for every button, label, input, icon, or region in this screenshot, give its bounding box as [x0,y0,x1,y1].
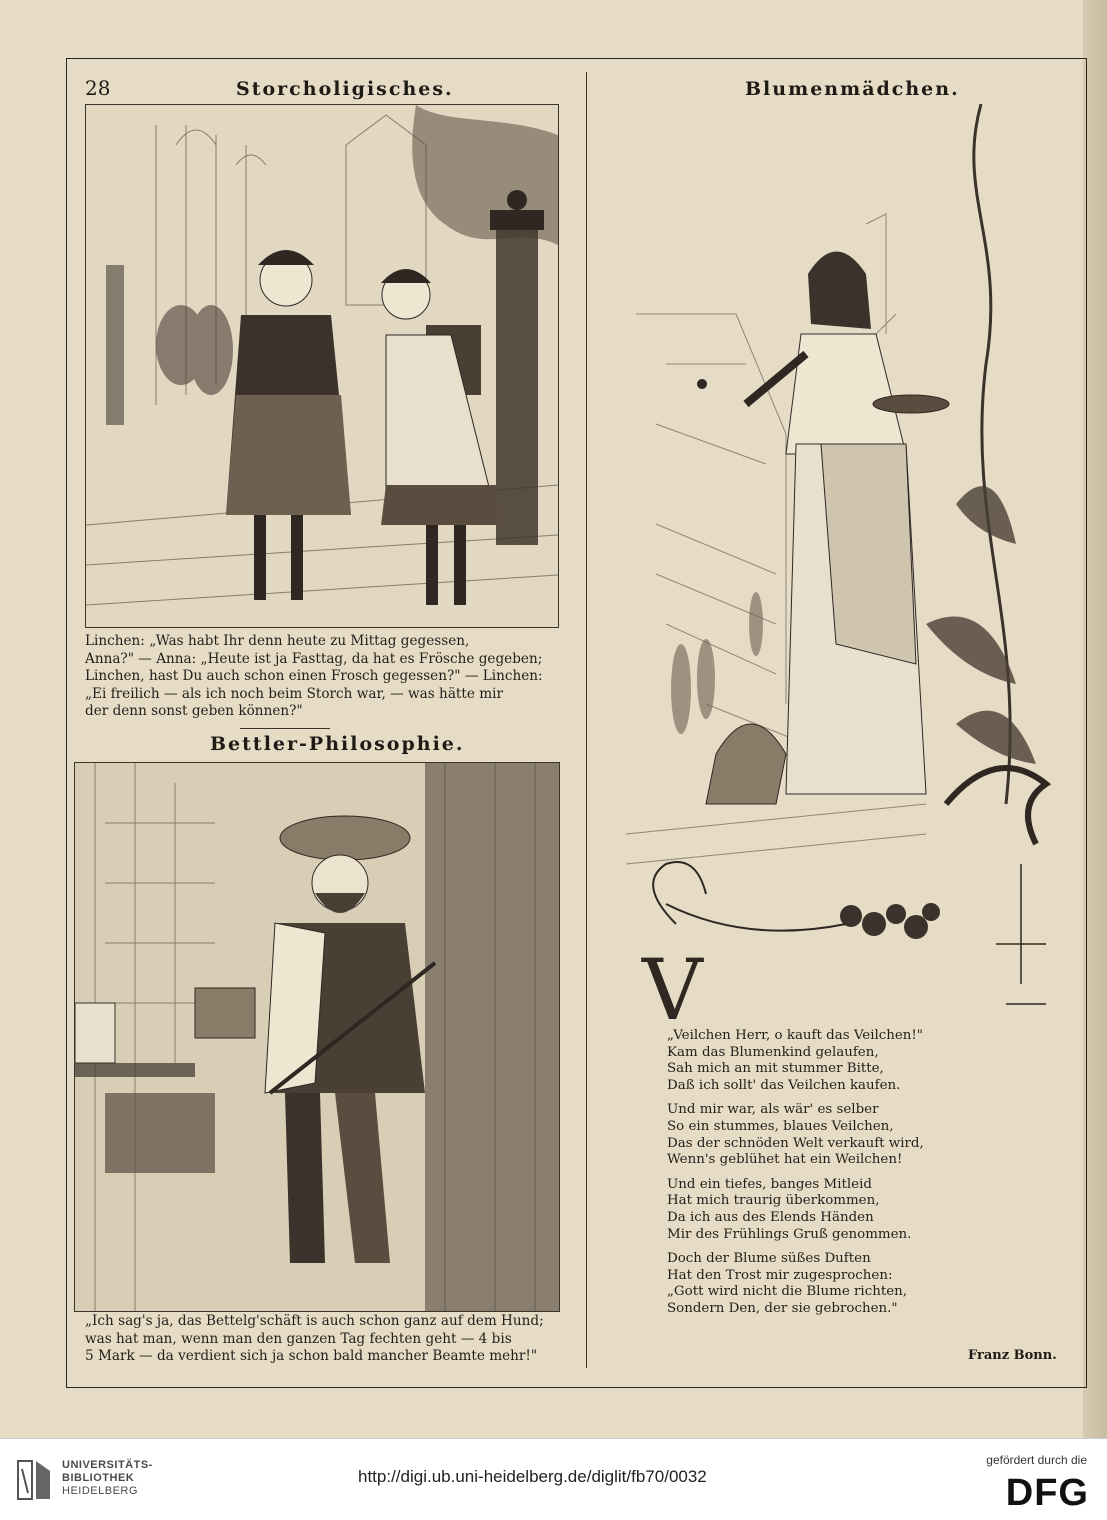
institution-line: UNIVERSITÄTS- [62,1459,153,1471]
bettler-caption [85,1313,558,1366]
storch-title: Storcholigisches. [236,78,454,100]
poem-line: Sah mich an mit stummer Bitte, [667,1061,884,1077]
storch-caption-line: Anna?" — Anna: „Heute ist ja Fasttag, da hat es Frösche gegeben; [85,650,543,667]
page-number: 28 [85,76,111,100]
poem-author: Franz Bonn. [968,1348,1057,1363]
permalink-url[interactable]: http://digi.ub.uni-heidelberg.de/diglit/fb70/0032 [358,1467,707,1486]
column-divider [586,72,587,1368]
illustration-flower-girl [626,104,1070,1032]
bettler-caption-line: was hat man, wenn man den ganzen Tag fechten geht — 4 bis [85,1330,512,1347]
poem-line: Und mir war, als wär' es selber [667,1102,879,1118]
ub-heidelberg-logo-icon[interactable] [14,1457,54,1503]
poem [667,1028,997,1326]
poem-line: „Gott wird nicht die Blume richten, [667,1284,908,1300]
bettler-caption-line: „Ich sag's ja, das Bettelg'schäft is auch schon ganz auf dem Hund; [85,1313,544,1329]
illustration-flower-girl-drawing [626,104,1070,1032]
poem-stanza [667,1102,997,1168]
storch-caption-line: Linchen, hast Du auch schon einen Frosch gegessen?" — Linchen: [85,668,543,684]
institution-line: HEIDELBERG [62,1485,138,1497]
poem-stanza [667,1028,997,1094]
poem-line: Doch der Blume süßes Duften [667,1251,871,1267]
illustration-beggar-drawing [75,763,559,1311]
illustration-beggar [74,762,560,1312]
poem-stanza [667,1177,997,1243]
institution-line: BIBLIOTHEK [62,1472,135,1484]
poem-line: Da ich aus des Elends Händen [667,1209,874,1225]
poem-line: Daß ich sollt' das Veilchen kaufen. [667,1077,901,1093]
poem-line: „Veilchen Herr, o kauft das Veilchen!" [667,1028,923,1043]
viewer-footer [0,1438,1107,1520]
storch-caption-line: der denn sonst geben können?" [85,703,303,719]
poem-line: Und ein tiefes, banges Mitleid [667,1176,872,1192]
dfg-logo-icon[interactable]: DFG [1005,1472,1089,1514]
poem-line: Wenn's geblühet hat ein Weilchen! [667,1152,903,1168]
funding-label: gefördert durch die [986,1453,1087,1467]
storch-caption [85,633,558,721]
poem-line: Sondern Den, der sie gebrochen." [667,1300,898,1316]
bettler-title: Bettler-Philosophie. [210,733,465,755]
drop-cap-v: V [642,941,703,1032]
poem-line: Das der schnöden Welt verkauft wird, [667,1135,924,1151]
institution-name[interactable] [62,1459,153,1498]
poem-line: Kam das Blumenkind gelaufen, [667,1044,879,1060]
poem-line: So ein stummes, blaues Veilchen, [667,1118,894,1134]
blumen-title: Blumenmädchen. [745,78,960,100]
illustration-two-girls [85,104,559,628]
storch-caption-line: „Ei freilich — als ich noch beim Storch war, — was hätte mir [85,685,503,702]
storch-caption-line: Linchen: „Was habt Ihr denn heute zu Mittag gegessen, [85,633,470,649]
section-rule [240,728,330,729]
poem-line: Hat den Trost mir zugesprochen: [667,1267,893,1283]
poem-stanza [667,1251,997,1317]
bettler-caption-line: 5 Mark — da verdient sich ja schon bald mancher Beamte mehr!" [85,1348,538,1364]
poem-line: Hat mich traurig überkommen, [667,1193,880,1209]
illustration-two-girls-drawing [86,105,558,627]
poem-line: Mir des Frühlings Gruß genommen. [667,1226,912,1242]
